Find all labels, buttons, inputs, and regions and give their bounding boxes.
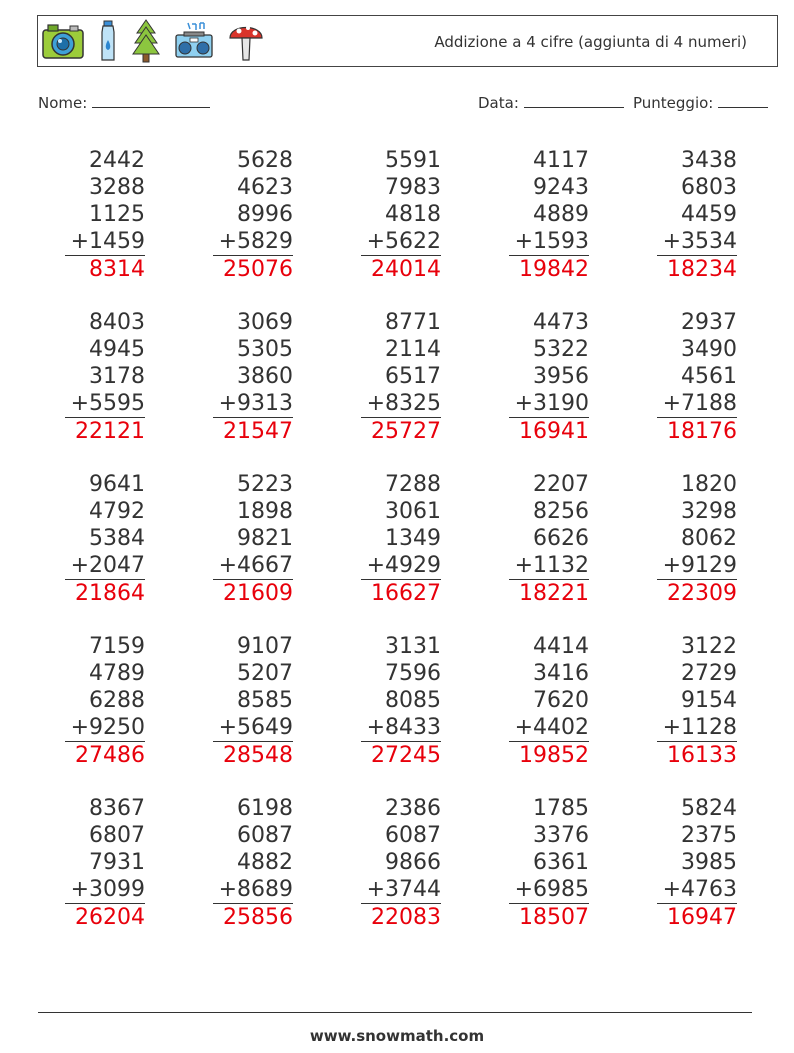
addition-problem [25,471,145,607]
addend: +5595 [70,391,145,416]
addend: 8403 [89,310,145,335]
addend: 6087 [237,823,293,848]
addend: 3178 [89,364,145,389]
addend: 6361 [533,850,589,875]
addend: 1349 [385,526,441,551]
addend: 3122 [681,634,737,659]
answer: 19852 [519,743,589,768]
answer: 16941 [519,419,589,444]
addend: 9107 [237,634,293,659]
addition-problem [321,147,441,283]
addend: 4561 [681,364,737,389]
boombox-icon [174,21,214,61]
addend: 8996 [237,202,293,227]
addend: 7596 [385,661,441,686]
addition-problem [617,633,737,769]
footer-divider [38,1012,752,1013]
addend: 1898 [237,499,293,524]
addend: 2207 [533,472,589,497]
date-field [478,93,624,112]
addend: +3744 [366,877,441,902]
answer: 8314 [89,257,145,282]
addend: 7620 [533,688,589,713]
addition-problem [617,795,737,931]
addend: 6288 [89,688,145,713]
water-bottle-icon [98,20,118,62]
addend: 4459 [681,202,737,227]
addend: 9243 [533,175,589,200]
addition-problem [321,633,441,769]
addend: 4792 [89,499,145,524]
answer: 21609 [223,581,293,606]
addend: 3860 [237,364,293,389]
addend: 3956 [533,364,589,389]
addend: 7288 [385,472,441,497]
answer: 16133 [667,743,737,768]
addition-problem [321,471,441,607]
addend: 2375 [681,823,737,848]
answer: 25856 [223,905,293,930]
addend: 8367 [89,796,145,821]
addend: 5305 [237,337,293,362]
addend: 4414 [533,634,589,659]
mushroom-icon [228,18,264,64]
score-blank-line[interactable] [718,93,768,108]
addend: 6803 [681,175,737,200]
addend: +5829 [218,229,293,254]
answer: 18507 [519,905,589,930]
answer: 27486 [75,743,145,768]
addend: 9866 [385,850,441,875]
addend: +9250 [70,715,145,740]
addition-problem [469,633,589,769]
name-field [38,93,210,112]
camera-icon [42,22,84,60]
addend: 2114 [385,337,441,362]
addend: 3061 [385,499,441,524]
answer: 28548 [223,743,293,768]
addition-problem [321,309,441,445]
addend: +4402 [514,715,589,740]
addition-problem [173,309,293,445]
answer: 19842 [519,257,589,282]
addition-problem [25,795,145,931]
addend: 3288 [89,175,145,200]
addend: +1128 [662,715,737,740]
addend: +1459 [70,229,145,254]
addition-problem [469,147,589,283]
addend: 5384 [89,526,145,551]
addend: +8689 [218,877,293,902]
footer-site: www.snowmath.com [309,1027,485,1045]
answer: 18221 [519,581,589,606]
addend: 8256 [533,499,589,524]
addend: 4789 [89,661,145,686]
name-blank-line[interactable] [92,93,210,108]
addend: 8585 [237,688,293,713]
answer: 16947 [667,905,737,930]
addition-problem [617,309,737,445]
addend: +2047 [70,553,145,578]
addend: +9129 [662,553,737,578]
addend: +1132 [514,553,589,578]
addend: 6517 [385,364,441,389]
addend: +3099 [70,877,145,902]
addend: 5591 [385,148,441,173]
addend: 6626 [533,526,589,551]
addend: +5622 [366,229,441,254]
answer: 22083 [371,905,441,930]
addend: +4929 [366,553,441,578]
addend: 3985 [681,850,737,875]
date-blank-line[interactable] [524,93,624,108]
addend: 3069 [237,310,293,335]
addition-problem [25,309,145,445]
answer: 27245 [371,743,441,768]
addend: +4763 [662,877,737,902]
worksheet-title: Addizione a 4 cifre (aggiunta di 4 numeri) [434,33,747,51]
score-field [633,93,768,112]
addend: +8325 [366,391,441,416]
addend: 3416 [533,661,589,686]
addend: +1593 [514,229,589,254]
addend: 4945 [89,337,145,362]
answer: 25076 [223,257,293,282]
addition-problem [25,147,145,283]
addend: 8085 [385,688,441,713]
addend: 2937 [681,310,737,335]
addend: +4667 [218,553,293,578]
addition-problem [617,471,737,607]
addend: 5322 [533,337,589,362]
addend: 6807 [89,823,145,848]
addend: 9821 [237,526,293,551]
answer: 16627 [371,581,441,606]
addition-problem [469,471,589,607]
addition-problem [617,147,737,283]
addend: 9641 [89,472,145,497]
addend: 6087 [385,823,441,848]
addend: 2386 [385,796,441,821]
addend: +6985 [514,877,589,902]
addend: 7931 [89,850,145,875]
addend: 3490 [681,337,737,362]
addend: 1785 [533,796,589,821]
addition-problem [173,147,293,283]
addend: 4117 [533,148,589,173]
answer: 18234 [667,257,737,282]
score-label: Punteggio: [633,94,714,112]
addend: +9313 [218,391,293,416]
addend: 7159 [89,634,145,659]
answer: 22309 [667,581,737,606]
addend: 3376 [533,823,589,848]
addend: 8062 [681,526,737,551]
addend: 6198 [237,796,293,821]
addend: 3298 [681,499,737,524]
addition-problem [173,795,293,931]
worksheet-header [37,15,778,67]
addend: +7188 [662,391,737,416]
addend: 4818 [385,202,441,227]
addend: 4882 [237,850,293,875]
addend: 1820 [681,472,737,497]
answer: 18176 [667,419,737,444]
addition-problem [469,795,589,931]
addend: 3131 [385,634,441,659]
addend: 4889 [533,202,589,227]
answer: 22121 [75,419,145,444]
addend: 8771 [385,310,441,335]
addition-problem [321,795,441,931]
header-icons [42,18,264,64]
addend: 5223 [237,472,293,497]
addition-problem [25,633,145,769]
addend: 4473 [533,310,589,335]
addend: 2442 [89,148,145,173]
addend: +8433 [366,715,441,740]
addition-problem [173,633,293,769]
name-label: Nome: [38,94,88,112]
answer: 24014 [371,257,441,282]
answer: 25727 [371,419,441,444]
addend: 5628 [237,148,293,173]
addend: +3190 [514,391,589,416]
addition-problem [469,309,589,445]
addend: 5207 [237,661,293,686]
addend: 7983 [385,175,441,200]
addend: 4623 [237,175,293,200]
addend: 1125 [89,202,145,227]
addition-problem [173,471,293,607]
addend: +3534 [662,229,737,254]
addend: 2729 [681,661,737,686]
addend: 9154 [681,688,737,713]
addend: 3438 [681,148,737,173]
addend: +5649 [218,715,293,740]
answer: 21864 [75,581,145,606]
addend: 5824 [681,796,737,821]
date-label: Data: [478,94,519,112]
answer: 26204 [75,905,145,930]
answer: 21547 [223,419,293,444]
pine-tree-icon [132,19,160,63]
